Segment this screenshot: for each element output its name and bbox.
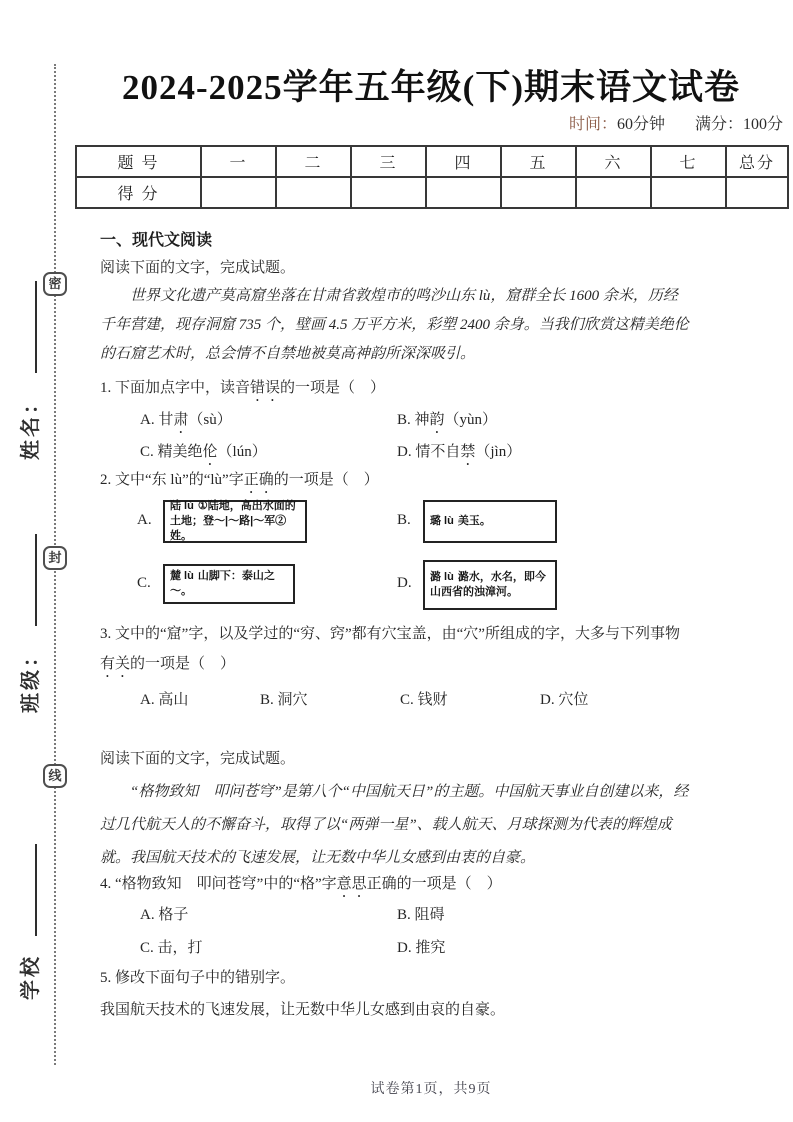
q1-a-emphasis: 肃 <box>173 412 189 428</box>
q1-c-pre: C. 精美绝 <box>140 444 203 460</box>
q1-a-pre: A. 甘 <box>140 412 174 428</box>
seal-char-mi: 密 <box>43 272 67 296</box>
q1-c-emphasis: 伦 <box>202 444 218 460</box>
score-empty-cell <box>576 177 651 208</box>
q4-stem-emphasis: 意思 <box>336 876 367 892</box>
q4-option-b: B. 阻碍 <box>397 907 445 923</box>
q2-c-headword: 麓 lù <box>170 570 194 582</box>
name-blank-line <box>33 281 37 373</box>
score-table-cell-2: 二 <box>276 146 351 177</box>
score-empty-cell <box>651 177 726 208</box>
passage-2: “格物致知 叩问苍穹”是第八个“中国航天日”的主题。中国航天事业自创建以来，经过几代航天人的不懈奋斗，取得了以“两弹一星”、载人航天、月球探测为代表的辉煌成就。我国航天技术的飞速发展，让无数中华儿女感到由衷的自豪。 <box>100 784 689 866</box>
score-table-score-row <box>76 177 788 208</box>
school-blank-line <box>33 844 37 936</box>
question-2-stem <box>100 468 379 497</box>
score-empty-cell <box>276 177 351 208</box>
q2-a-definition: ①陆地，高出水面的土地；登～|～路|～军②姓。 <box>170 500 296 542</box>
q1-stem-pre: 1. 下面加点字中，读音 <box>100 380 251 396</box>
q4-stem-post: 正确的一项是（ ） <box>366 876 502 892</box>
q3-option-c: C. 钱财 <box>400 692 448 708</box>
score-empty-cell <box>201 177 276 208</box>
q2-option-d-label: D. <box>397 575 412 591</box>
score-label-cell: 得 分 <box>76 177 201 208</box>
q1-a-post: （sù） <box>188 412 232 428</box>
q1-b-emphasis: 韵 <box>429 412 445 428</box>
score-table-cell-7: 七 <box>651 146 726 177</box>
q1-option-c <box>140 440 267 469</box>
q4-option-c: C. 击，打 <box>140 940 203 956</box>
q3-option-a: A. 高山 <box>140 692 189 708</box>
q1-option-d <box>397 440 521 469</box>
page-footer: 试卷第1页，共9页 <box>370 1082 492 1097</box>
q2-a-headword: 陆 lù <box>170 500 194 512</box>
q3-stem-emphasis: 有关 <box>100 656 131 672</box>
exam-title: 2024-2025学年五年级(下)期末语文试卷 <box>122 68 740 107</box>
score-table-cell-tihao: 题 号 <box>76 146 201 177</box>
q4-option-d: D. 推究 <box>397 940 446 956</box>
full-score-value: 100分 <box>742 116 783 133</box>
q1-d-pre: D. 情不自 <box>397 444 461 460</box>
seal-char-feng: 封 <box>43 546 67 570</box>
score-empty-cell <box>426 177 501 208</box>
q2-option-c-label: C. <box>137 575 151 591</box>
question-4-stem <box>100 872 502 901</box>
q1-stem-post: 的一项是（ ） <box>280 380 386 396</box>
question-5-sentence: 我国航天技术的飞速发展，让无数中华儿女感到由哀的自豪。 <box>100 1002 506 1018</box>
q1-c-post: （lún） <box>217 444 267 460</box>
section-heading: 一、现代文阅读 <box>100 232 213 249</box>
score-empty-cell <box>351 177 426 208</box>
score-table-cell-5: 五 <box>501 146 576 177</box>
q2-d-headword: 潞 lù <box>430 571 454 583</box>
q4-stem-pre: 4. “格物致知 叩问苍穹”中的“格”字 <box>100 876 337 892</box>
name-field <box>14 281 43 460</box>
score-table <box>75 145 789 209</box>
reading-intro-2: 阅读下面的文字，完成试题。 <box>100 751 296 767</box>
reading-intro-1: 阅读下面的文字，完成试题。 <box>100 260 296 276</box>
q1-option-b <box>397 408 497 437</box>
q3-stem-post: 的一项是（ ） <box>130 656 236 672</box>
q1-option-a <box>140 408 232 437</box>
school-label: 学校 <box>20 954 42 1000</box>
score-empty-cell <box>726 177 788 208</box>
q2-option-a-box <box>163 500 307 543</box>
school-field <box>14 844 43 1000</box>
class-blank-line <box>33 534 37 626</box>
q2-c-definition: 山脚下：泰山之～。 <box>170 570 275 597</box>
q2-option-c-box <box>163 564 295 604</box>
score-table-cell-1: 一 <box>201 146 276 177</box>
q2-stem-emphasis: 正确 <box>243 472 274 488</box>
q2-stem-post: 的一项是（ ） <box>273 472 379 488</box>
score-table-cell-6: 六 <box>576 146 651 177</box>
q2-b-definition: 美玉。 <box>457 515 491 527</box>
question-1-stem <box>100 376 385 405</box>
time-value: 60分钟 <box>616 116 665 133</box>
score-table-cell-total: 总分 <box>726 146 788 177</box>
q1-b-pre: B. 神 <box>397 412 430 428</box>
q2-d-definition: 潞水，水名，即今山西省的浊漳河。 <box>430 571 546 598</box>
exam-meta <box>75 111 783 134</box>
score-table-cell-3: 三 <box>351 146 426 177</box>
passage-1: 世界文化遗产莫高窟坐落在甘肃省敦煌市的鸣沙山东 lù，窟群全长 1600 余米，历经千年营建，现存洞窟 735 个，壁画 4.5 万平方米，彩塑 2400 余身。当我们欣赏这精美绝伦的石窟艺术时，总会情不自禁地被莫高神韵所深深吸引。 <box>100 288 689 362</box>
question-5-stem: 5. 修改下面句子中的错别字。 <box>100 970 296 986</box>
score-table-cell-4: 四 <box>426 146 501 177</box>
score-table-header-row <box>76 146 788 177</box>
score-empty-cell <box>501 177 576 208</box>
question-3-stem-line1: 3. 文中的“窟”字，以及学过的“穷、窍”都有穴宝盖，由“穴”所组成的字，大多与下列事物 <box>100 626 680 642</box>
q2-b-headword: 璐 lù <box>430 515 454 527</box>
q2-option-b-box <box>423 500 557 543</box>
q2-option-d-box <box>423 560 557 610</box>
q1-stem-emphasis: 错误 <box>250 380 281 396</box>
question-3-stem-line2 <box>100 652 235 681</box>
q2-stem-pre: 2. 文中“东 lù”的“lù”字 <box>100 472 244 488</box>
full-score-label: 满分： <box>694 116 743 133</box>
time-label: 时间： <box>568 116 617 133</box>
seal-char-xian: 线 <box>43 764 67 788</box>
q3-option-d: D. 穴位 <box>540 692 589 708</box>
q1-d-emphasis: 禁 <box>460 444 476 460</box>
q1-d-post: （jìn） <box>475 444 522 460</box>
name-label: 姓名： <box>20 391 42 460</box>
class-field <box>14 534 43 713</box>
q1-b-post: （yùn） <box>444 412 498 428</box>
q2-option-a-label: A. <box>137 512 152 528</box>
q4-option-a: A. 格子 <box>140 907 189 923</box>
class-label: 班级： <box>20 644 42 713</box>
q3-option-b: B. 洞穴 <box>260 692 308 708</box>
q2-option-b-label: B. <box>397 512 411 528</box>
